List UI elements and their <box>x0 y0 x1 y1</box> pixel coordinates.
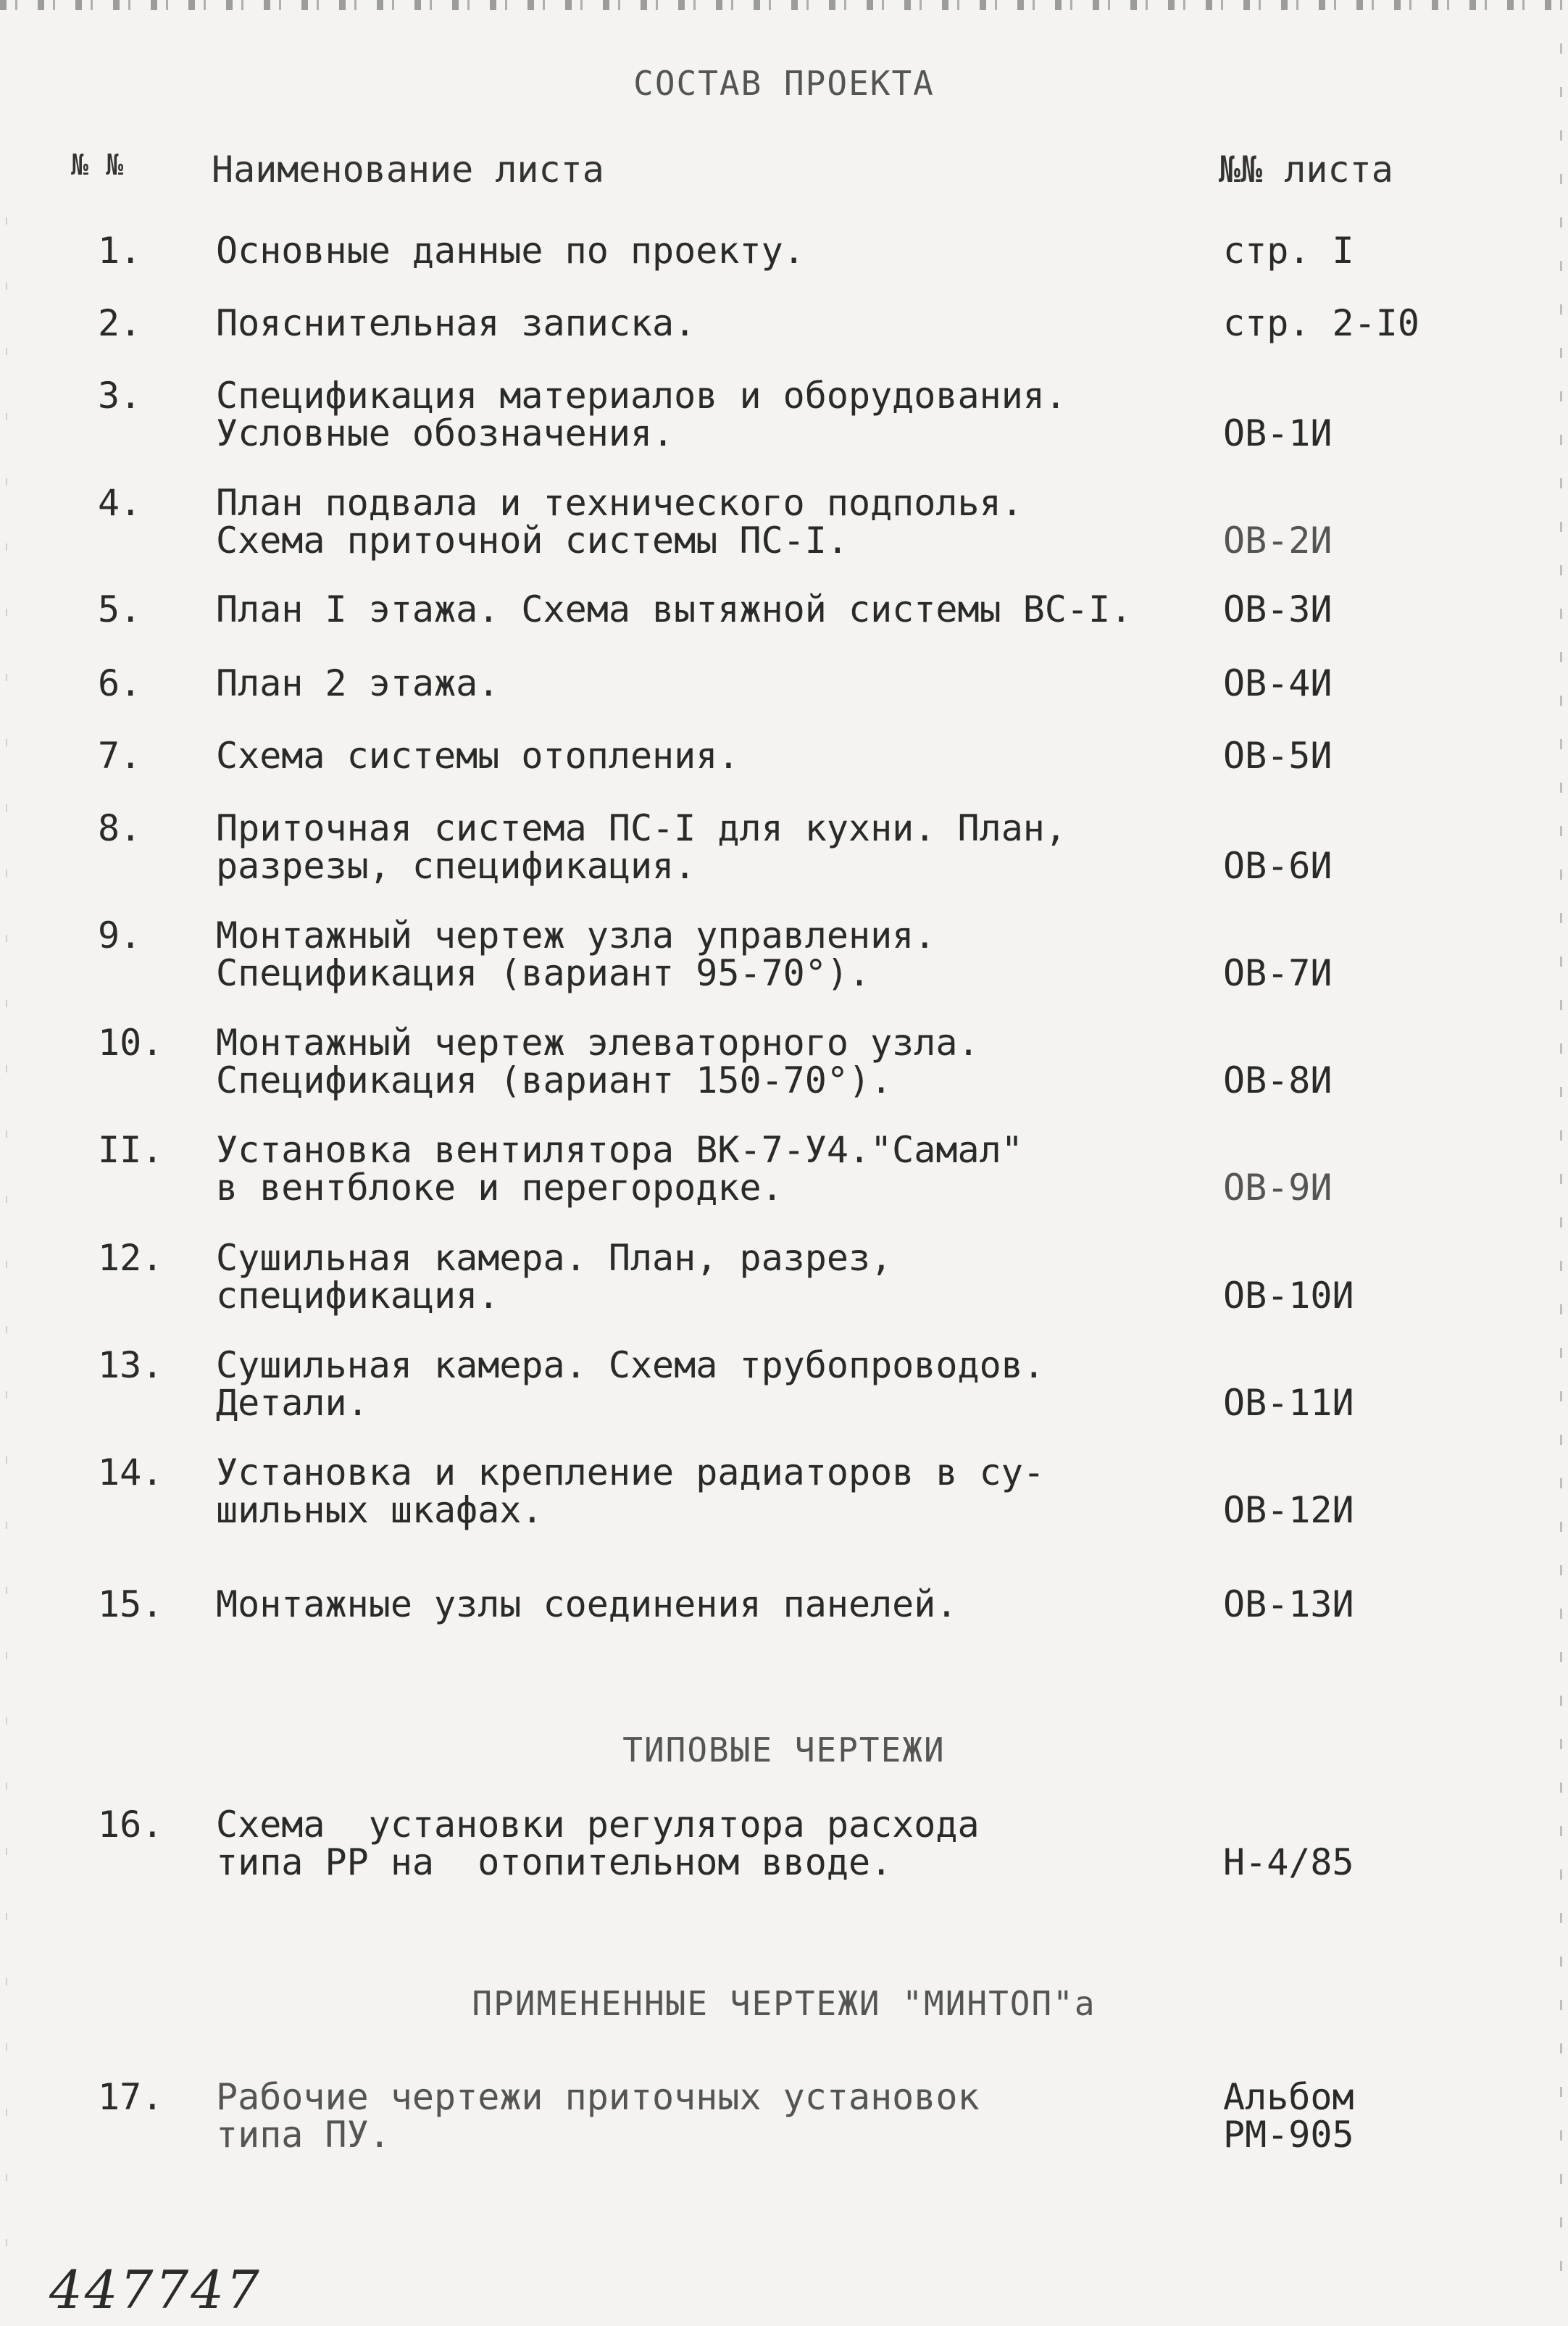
row-title: Установка вентилятора ВК-7-У4."Самал" в вентблоке и перегородке. <box>216 1129 1023 1209</box>
row-sheet: стр. I <box>1223 230 1354 272</box>
row-sheet: ОВ-6И <box>1223 845 1333 887</box>
row-number: II. <box>98 1129 164 1171</box>
row-title: План I этажа. Схема вытяжной системы ВС-I. <box>216 588 1133 630</box>
row-number: 10. <box>98 1022 164 1064</box>
row-title: Пояснительная записка. <box>216 302 696 344</box>
scan-top-edge <box>0 0 1568 10</box>
row-title: План 2 этажа. <box>216 662 500 704</box>
row-number: 3. <box>98 375 142 417</box>
column-header-number: № № <box>71 149 124 182</box>
row-number: 9. <box>98 914 142 956</box>
section-heading-typical: ТИПОВЫЕ ЧЕРТЕЖИ <box>622 1730 946 1769</box>
row-sheet: Н-4/85 <box>1223 1841 1354 1883</box>
row-number: 5. <box>98 588 142 630</box>
row-title: Спецификация материалов и оборудования. Условные обозначения. <box>216 375 1067 454</box>
row-sheet: ОВ-1И <box>1223 412 1333 454</box>
row-sheet: Альбом РМ-905 <box>1223 2076 1354 2156</box>
row-number: 14. <box>98 1451 164 1493</box>
row-number: 15. <box>98 1583 164 1625</box>
row-title: Монтажный чертеж узла управления. Спецификация (вариант 95-70°). <box>216 914 936 994</box>
scan-left-edge <box>6 217 7 2246</box>
row-sheet: ОВ-10И <box>1223 1275 1354 1317</box>
row-number: 17. <box>98 2076 164 2118</box>
row-sheet: ОВ-3И <box>1223 588 1333 630</box>
row-title: Рабочие чертежи приточных установок типа ПУ. <box>216 2076 980 2156</box>
row-title: Основные данные по проекту. <box>216 230 805 272</box>
row-sheet: ОВ-9И <box>1223 1167 1333 1209</box>
row-sheet: ОВ-2И <box>1223 520 1333 562</box>
row-title: Монтажные узлы соединения панелей. <box>216 1583 958 1625</box>
row-sheet: ОВ-4И <box>1223 662 1333 704</box>
section-heading-applied: ПРИМЕНЕННЫЕ ЧЕРТЕЖИ "МИНТОП"а <box>472 1984 1096 2023</box>
row-title: Схема системы отопления. <box>216 735 740 777</box>
row-title: Приточная система ПС-I для кухни. План, разрезы, спецификация. <box>216 807 1067 887</box>
row-sheet: ОВ-5И <box>1223 735 1333 777</box>
row-number: 7. <box>98 735 142 777</box>
row-sheet: ОВ-11И <box>1223 1382 1354 1424</box>
row-number: 1. <box>98 230 142 272</box>
page-title: СОСТАВ ПРОЕКТА <box>633 64 935 103</box>
row-number: 4. <box>98 482 142 524</box>
row-number: 6. <box>98 662 142 704</box>
row-sheet: ОВ-8И <box>1223 1059 1333 1101</box>
row-number: 2. <box>98 302 142 344</box>
row-title: Схема установки регулятора расхода типа РР на отопительном вводе. <box>216 1804 980 1883</box>
row-title: План подвала и технического подполья. Схема приточной системы ПС-I. <box>216 482 1023 562</box>
row-sheet: стр. 2-I0 <box>1223 302 1419 344</box>
row-title: Сушильная камера. Схема трубопроводов. Детали. <box>216 1344 1045 1424</box>
column-header-name: Наименование листа <box>212 149 604 191</box>
handwritten-number: 447747 <box>49 2259 262 2320</box>
column-header-sheet: №№ листа <box>1219 149 1393 191</box>
row-number: 8. <box>98 807 142 849</box>
row-title: Монтажный чертеж элеваторного узла. Спецификация (вариант 150-70°). <box>216 1022 980 1101</box>
row-number: 12. <box>98 1237 164 1279</box>
row-title: Сушильная камера. План, разрез, спецификация. <box>216 1237 893 1317</box>
row-sheet: ОВ-12И <box>1223 1489 1354 1531</box>
row-sheet: ОВ-7И <box>1223 952 1333 994</box>
row-number: 13. <box>98 1344 164 1386</box>
scan-right-edge <box>1560 43 1562 2290</box>
row-sheet: ОВ-13И <box>1223 1583 1354 1625</box>
row-number: 16. <box>98 1804 164 1846</box>
row-title: Установка и крепление радиаторов в су- шильных шкафах. <box>216 1451 1045 1531</box>
